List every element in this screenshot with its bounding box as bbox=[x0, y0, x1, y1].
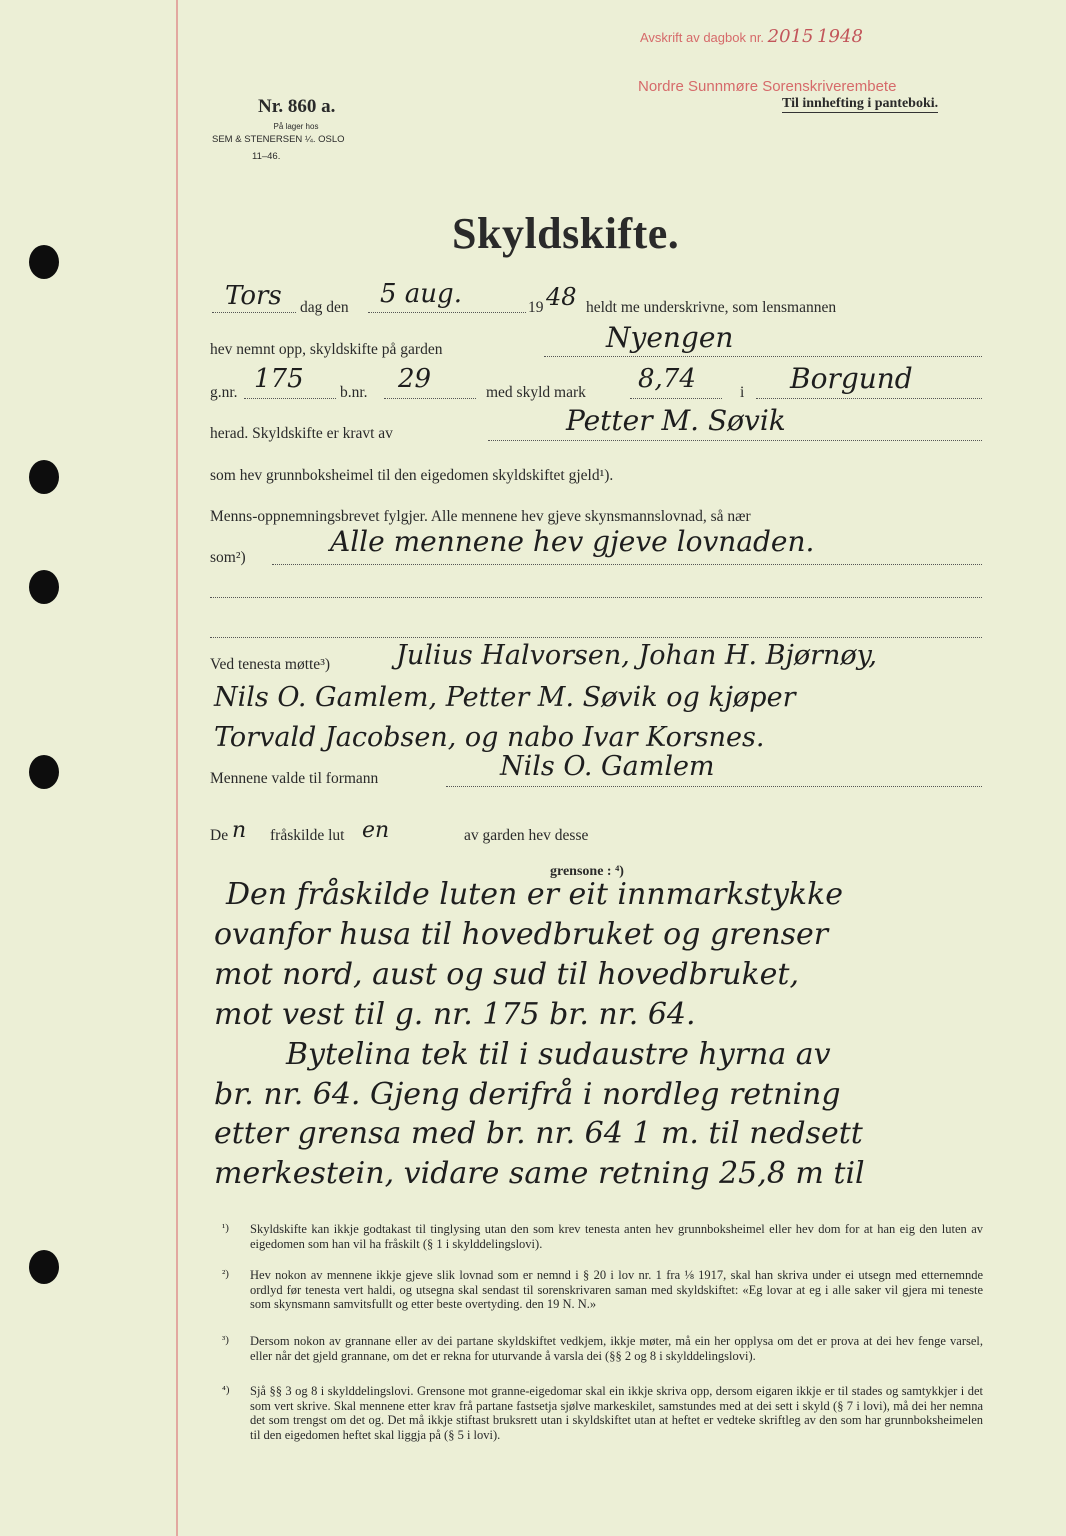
hand-present-1: Julius Halvorsen, Johan H. Bjørnøy, bbox=[396, 640, 877, 671]
hand-boundary-2: ovanfor husa til hovedbruket og grenser bbox=[214, 917, 829, 952]
hand-present-2: Nils O. Gamlem, Petter M. Søvik og kjøper bbox=[214, 682, 796, 713]
footnote-number: ¹) bbox=[222, 1222, 229, 1234]
footnote-number: ²) bbox=[222, 1268, 229, 1280]
hand-gnr: 175 bbox=[254, 364, 304, 394]
stamp-line-1 bbox=[640, 26, 863, 47]
footnote-number: ⁴) bbox=[222, 1384, 230, 1396]
binder-hole bbox=[29, 570, 59, 604]
hand-boundary-3: mot nord, aust og sud til hovedbruket, bbox=[214, 957, 800, 992]
footnote-number: ³) bbox=[222, 1334, 229, 1346]
label-grunnbok: som hev grunnboksheimel til den eigedomen skyldskiftet gjeld¹). bbox=[210, 467, 614, 484]
stamp-line-2: Nordre Sunnmøre Sorenskriverembete bbox=[638, 78, 897, 95]
label-som: som²) bbox=[210, 549, 246, 566]
hand-boundary-1: Den fråskilde luten er eit innmarkstykke bbox=[226, 877, 844, 912]
label-hev-nemnt: hev nemnt opp, skyldskifte på garden bbox=[210, 341, 443, 358]
hand-chairman: Nils O. Gamlem bbox=[500, 751, 715, 782]
label-grensone: grensone : ⁴) bbox=[550, 864, 624, 879]
label-formann: Mennene valde til formann bbox=[210, 770, 379, 787]
hand-year: 48 bbox=[546, 283, 577, 311]
hand-requested-by: Petter M. Søvik bbox=[566, 404, 786, 437]
hand-de-suffix: n bbox=[232, 818, 247, 843]
hand-boundary-4: mot vest til g. nr. 175 br. nr. 64. bbox=[214, 997, 696, 1032]
binder-hole bbox=[29, 460, 59, 494]
footnote-2: Hev nokon av mennene ikkje gjeve slik lovnad som er nemnd i § 20 i lov nr. 1 fra ⅛ 1917, skal han skriva under ei utsegn med etternemnde ordlyd før tenesta vert haldi, og utsegna skal sendast til sorenskrivaren saman med skyldskiftet: «Eg lovar at eg i alle saker vil gjera mi teneste som skynsmann samvitsfullt og etter beste overtyding. den 19 N. N.» bbox=[250, 1268, 983, 1311]
hand-boundary-8: merkestein, vidare same retning 25,8 m til bbox=[214, 1156, 865, 1191]
hand-weekday: Tors bbox=[225, 281, 282, 311]
label-gnr: g.nr. bbox=[210, 384, 238, 401]
label-bnr: b.nr. bbox=[340, 384, 368, 401]
label-menns: Menns-oppnemningsbrevet fylgjer. Alle mennene hev gjeve skynsmannslovnad, så nær bbox=[210, 508, 751, 525]
stamp-year: 1948 bbox=[817, 26, 863, 47]
hand-boundary-5: Bytelina tek til i sudaustre hyrna av bbox=[286, 1037, 831, 1072]
hand-municipality: Borgund bbox=[790, 362, 913, 395]
printer-line-2: SEM & STENERSEN ¼. OSLO bbox=[212, 134, 345, 145]
form-number: Nr. 860 a. bbox=[258, 96, 336, 117]
page-title: Skyldskifte. bbox=[452, 209, 680, 258]
margin-line bbox=[176, 0, 178, 1536]
stamp-prefix: Avskrift av dagbok nr. bbox=[640, 30, 765, 45]
label-ved-tenesta: Ved tenesta møtte³) bbox=[210, 656, 330, 673]
hand-date: 5 aug. bbox=[380, 279, 462, 309]
label-herad: herad. Skyldskifte er kravt av bbox=[210, 425, 393, 442]
binder-hole bbox=[29, 1250, 59, 1284]
label-med-skyld: med skyld mark bbox=[486, 384, 586, 401]
label-dag-den: dag den bbox=[300, 299, 349, 316]
hand-lut-suffix: en bbox=[362, 818, 390, 843]
footnote-3: Dersom nokon av grannane eller av dei partane skyldskiftet vedkjem, ikkje møter, må ein her opplysa om det er prova at dei hev fenge varsel, eller når det gjeld grannane, om det er rekna for uturvande å varsla dei (§§ 2 og 8 i skylddelingslovi). bbox=[250, 1334, 983, 1363]
label-i: i bbox=[740, 384, 745, 401]
hand-farm: Nyengen bbox=[606, 321, 734, 354]
hand-present-3: Torvald Jacobsen, og nabo Ivar Korsnes. bbox=[214, 722, 765, 753]
stamp-dagbok-number: 2015 bbox=[767, 26, 814, 47]
printer-line-3: 11–46. bbox=[252, 151, 281, 162]
hand-skyld: 8,74 bbox=[638, 364, 696, 394]
binder-hole bbox=[29, 245, 59, 279]
printer-line-1: På lager hos bbox=[273, 122, 319, 131]
footnote-1: Skyldskifte kan ikkje godtakast til tinglysing utan den som krev tenesta anten hev grunnboksheimel eller hev dom for at han eig den luten av eigedomen som han vil ha fråskilt (§ 1 i skylddelingslovi). bbox=[250, 1222, 983, 1251]
label-year-prefix: 19 bbox=[528, 299, 544, 316]
hand-boundary-7: etter grensa med br. nr. 64 1 m. til nedsett bbox=[214, 1116, 863, 1151]
stamp-line-3: Til innhefting i panteboki. bbox=[782, 96, 939, 111]
hand-bnr: 29 bbox=[398, 364, 432, 394]
footnote-4: Sjå §§ 3 og 8 i skylddelingslovi. Grensone mot granne-eigedomar skal ein ikkje skriva opp, dersom eigaren ikkje er til stades og samtykkjer i det som vert skrive. Skal mennene etter krav frå partane fastsetja sjølve markeskilet, samstundes med at dei sett i skyld (§ 7 i lovi), må dei her nemna det som trengst om det og. Det må ikkje stiftast bruksrett utan i skyldskiftet utan at heftet er vedteke skriftleg av den som har grunnboksheimelen til den eigedomen heftet skal liggja på (§ 5 i lovi). bbox=[250, 1384, 983, 1442]
hand-boundary-6: br. nr. 64. Gjeng derifrå i nordleg retning bbox=[214, 1077, 841, 1112]
label-fraskilde: fråskilde lut bbox=[270, 827, 345, 844]
label-heldt: heldt me underskrivne, som lensmannen bbox=[586, 299, 837, 316]
label-av-garden: av garden hev desse bbox=[464, 827, 589, 844]
binder-hole bbox=[29, 755, 59, 789]
label-de: De bbox=[210, 827, 229, 844]
hand-som-text: Alle mennene hev gjeve lovnaden. bbox=[330, 525, 815, 558]
